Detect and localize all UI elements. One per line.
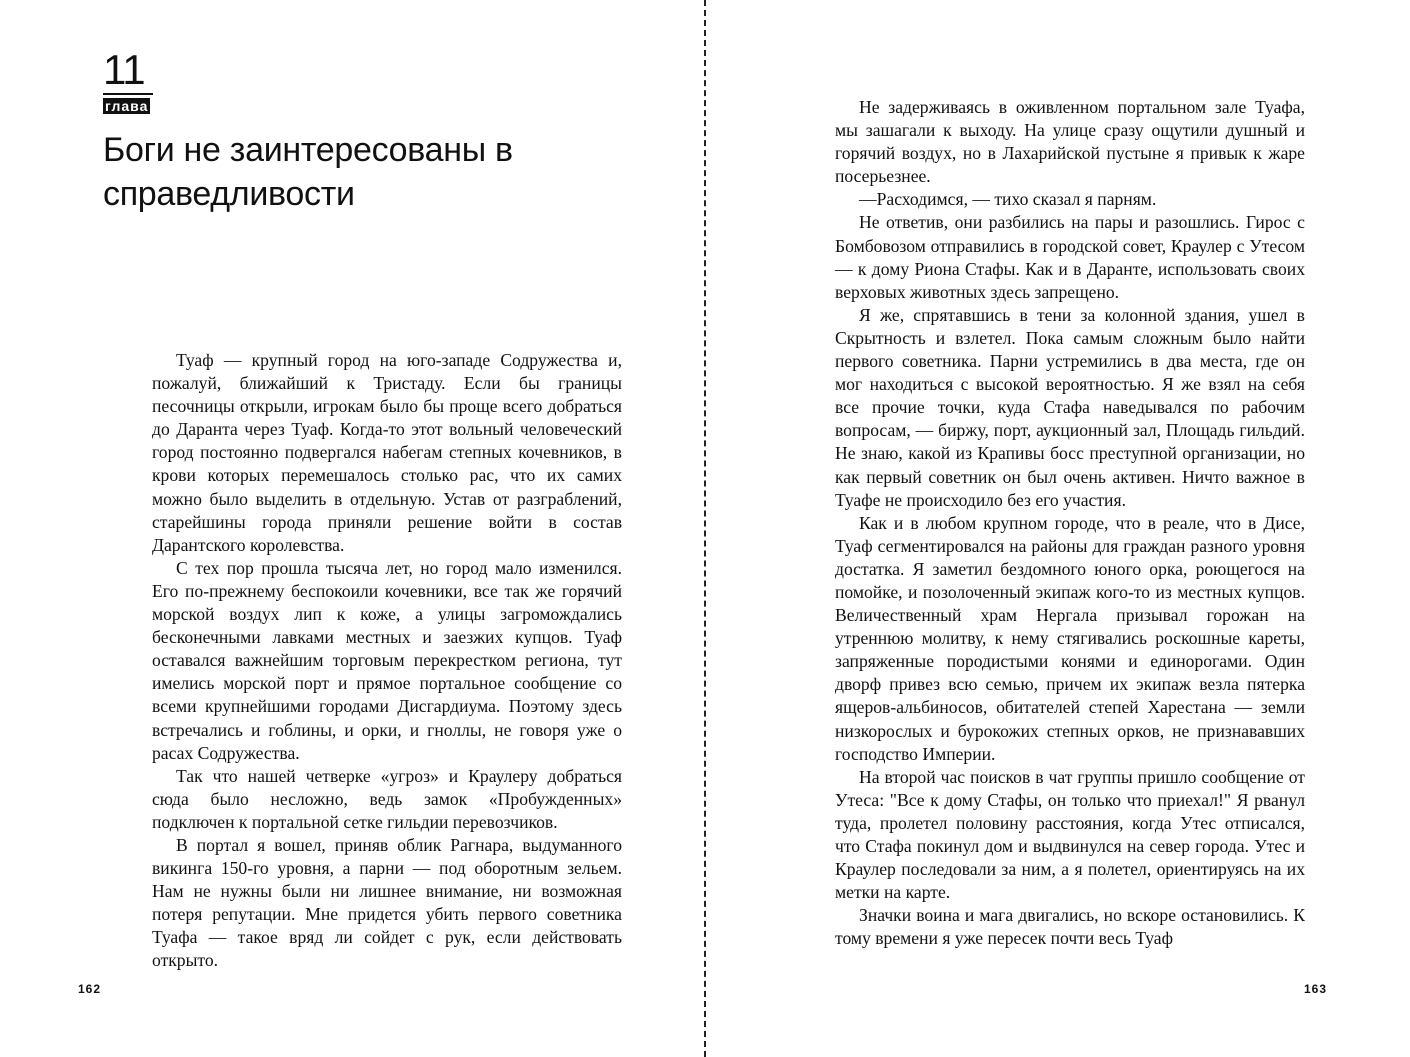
paragraph: На второй час поисков в чат группы пришло сообщение от Утеса: "Все к дому Стафы, он только что приехал!" Я рванул туда, пролетел половину расстояния, когда Утес отписался, что Стафа покинул дом и выдвинулся на север города. Утес и Краулер последовали за ним, а я полетел, ориентируясь на их метки на карте. [835,766,1305,903]
left-page-text [152,349,622,973]
right-page-text [835,96,1305,950]
paragraph: Я же, спрятавшись в тени за колонной здания, ушел в Скрытность и взлетел. Пока самым сложным было найти первого советника. Парни устремились в два места, где он мог находиться с высокой вероятностью. Я же взял на себя все прочие точки, куда Стафа наведывался по рабочим вопросам, — биржу, порт, аукционный зал, Площадь гильдий. Не знаю, какой из Крапивы босс преступной организации, но как первый советник он был очень активен. Ничто важное в Туафе не происходило без его участия. [835,304,1305,510]
paragraph: Не ответив, они разбились на пары и разошлись. Гирос с Бомбовозом отправились в городской совет, Краулер с Утесом — к дому Риона Стафы. Как и в Даранте, использовать своих верховых животных здесь запрещено. [835,212,1305,302]
left-page [0,0,704,1057]
chapter-number-underline [103,93,153,95]
page-number: 162 [78,982,102,996]
paragraph: В портал я вошел, приняв облик Рагнара, выдуманного викинга 150-го уровня, а парни — под оборотным зельем. Нам не нужны были ни лишнее внимание, ни возможная потеря репутации. Мне придется убить первого советника Туафа — такое вряд ли сойдет с рук, если действовать открыто. [152,834,622,971]
paragraph: Значки воина и мага двигались, но вскоре остановились. К тому времени я уже пересек почти весь Туаф [835,905,1305,949]
paragraph: Так что нашей четверке «угроз» и Краулеру добраться сюда было несложно, ведь замок «Пробужденных» подключен к портальной сетке гильдии перевозчиков. [152,765,622,832]
paragraph: Как и в любом крупном городе, что в реале, что в Дисе, Туаф сегментировался на районы для граждан разного уровня достатка. Я заметил бездомного юного орка, роющегося на помойке, и позолоченный экипаж кого-то из местных купцов. Величественный храм Нергала призывал горожан на утреннюю молитву, к нему стягивались роскошные кареты, запряженные породистыми конями и единорогами. Один дворф привез всю семью, причем их экипаж везла пятерка ящеров-альбиносов, обитателей степей Харестана — земли низкорослых и бурокожих степных орков, не признававших господство Империи. [835,512,1305,764]
chapter-number: 11 [103,46,145,93]
chapter-label: глава [105,98,149,114]
paragraph: Не задерживаясь в оживленном портальном зале Туафа, мы зашагали к выходу. На улице сразу ощутили душный и горячий воздух, но в Лахарийской пустыне я привык к жаре посерьезнее. [835,97,1305,187]
paragraph: Туаф — крупный город на юго-западе Содружества и, пожалуй, ближайший к Тристаду. Если бы границы песочницы открыли, игрокам было бы проще всего добраться до Даранта через Туаф. Когда-то этот вольный человеческий город постоянно подвергался набегам степных кочевников, в крови которых перемешалось столько рас, что их самих можно было выделить в отдельную. Устав от разграблений, старейшины города приняли решение войти в состав Дарантского королевства. [152,350,622,555]
chapter-title: Боги не заинтересованы в справедливости [103,131,513,213]
right-page [706,0,1410,1057]
page-number: 163 [1304,982,1328,996]
paragraph: С тех пор прошла тысяча лет, но город мало изменился. Его по-прежнему беспокоили кочевники, все так же горячий морской воздух лип к коже, а улицы загромождались бесконечными лавками местных и заезжих купцов. Туаф оставался важнейшим торговым перекрестком региона, тут имелись морской порт и прямое портальное сообщение со всеми крупнейшими городами Дисгардиума. Поэтому здесь встречались и гоблины, и орки, и гноллы, не говоря уже о расах Содружества. [152,557,622,763]
paragraph: —Расходимся, — тихо сказал я парням. [859,189,1157,210]
